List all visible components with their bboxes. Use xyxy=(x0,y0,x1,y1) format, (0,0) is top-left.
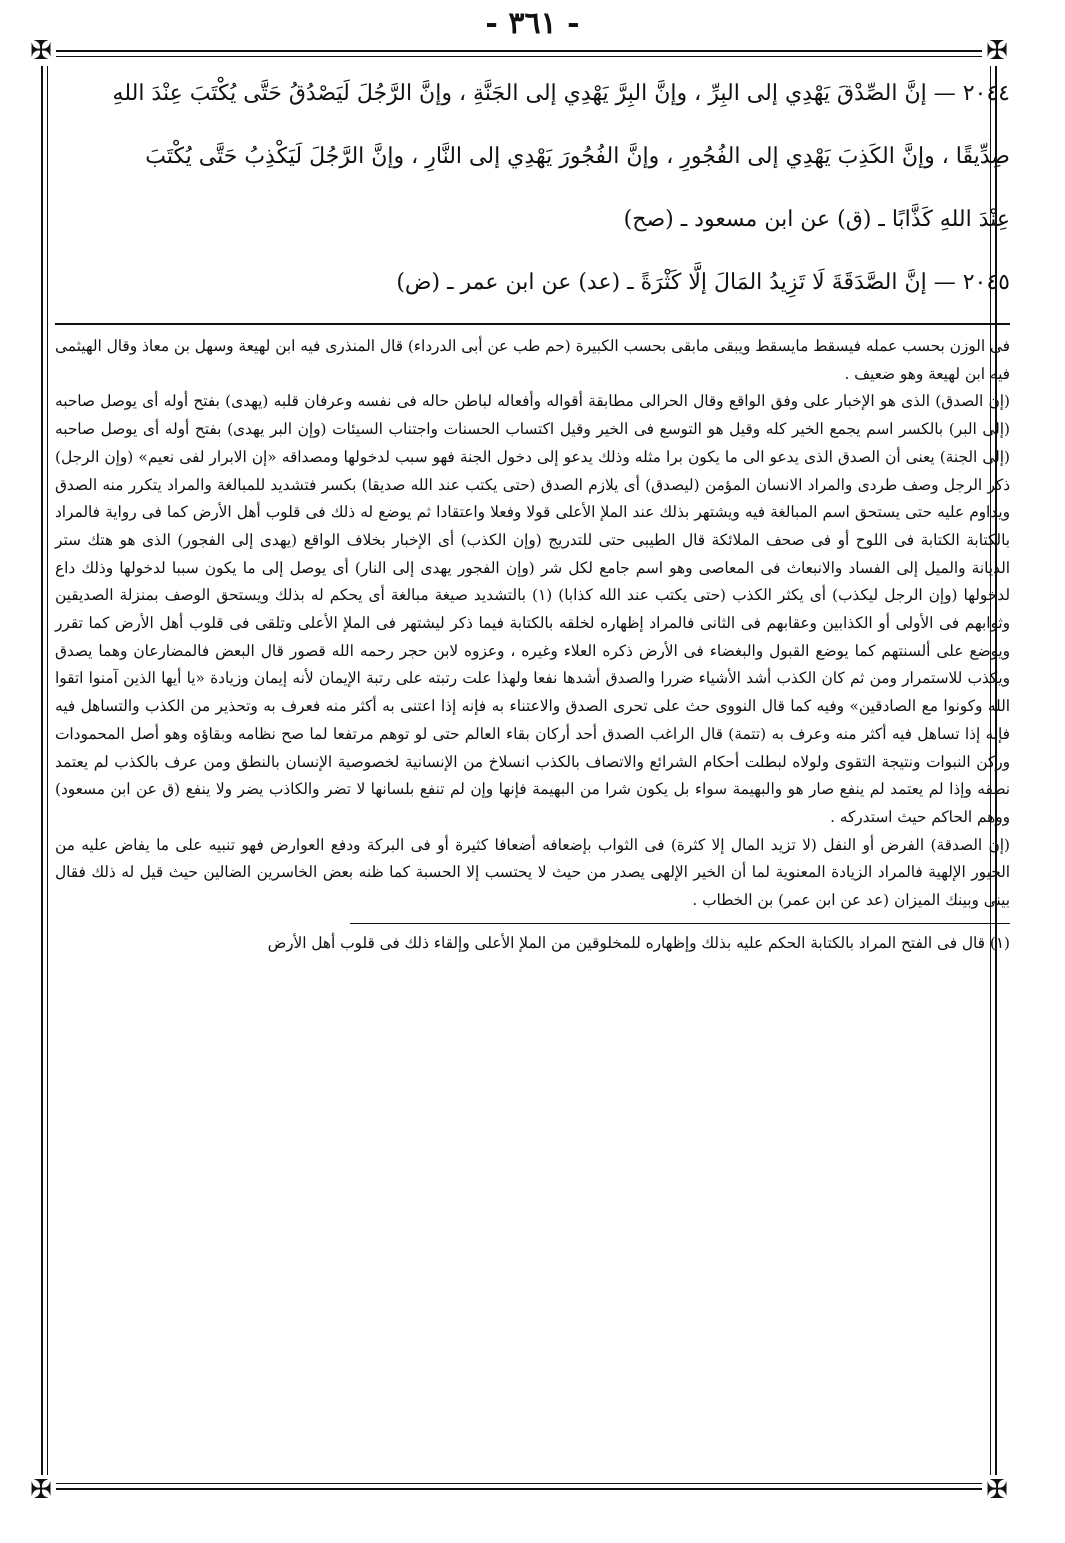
hadith-section xyxy=(55,62,1010,317)
hadith-2044-line-1: ٢٠٤٤ — إنَّ الصِّدْقَ يَهْدِي إلى البِرِّ ، وإنَّ البِرَّ يَهْدِي إلى الجَنَّةِ ، وإنَّ الرَّجُلَ لَيَصْدُقُ حَتَّى يُكْتَبَ عِنْدَ اللهِ xyxy=(112,81,1010,106)
corner-ornament-icon: ✠ xyxy=(26,1475,56,1505)
commentary-paragraph: (إن الصدق) الذى هو الإخبار على وفق الواقع وقال الحرالى مطابقة أقواله وأفعاله لباطن حاله فى نفسه وعرفان قلبه (يهدى) بفتح أوله أى يوصل صاحبه (إلى البر) بالكسر اسم يجمع الخير كله وقيل هو التوسع فى الخير وقيل اكتساب الحسنات واجتناب السيئات (وإن البر يهدى) بفتح أوله أى يوصل صاحبه (إلى الجنة) يعنى أن الصدق الذى يدعو الى ما يكون برا مثله وذلك يدعو إلى دخول الجنة فهو سبب لدخولها ومصداقه «إن الابرار لفى نعيم» (وإن الرجل) ذكر الرجل وصف طردى والمراد الانسان المؤمن (ليصدق) أى يلازم الصدق (حتى يكتب عند الله صديقا) بكسر فتشديد للمبالغة والمراد يتكرر منه الصدق ويداوم عليه حتى يستحق اسم المبالغة فيه ويشتهر بذلك عند الملإ الأعلى قولا وفعلا واعتقادا ثم يوضع له ذلك فى قلوب أهل الأرض كما فى رواية فالمراد بالكتابة الكتابة فى اللوح أو فى صحف الملائكة قال الطيبى حتى للتدريج (وإن الكذب) أى الإخبار بخلاف الواقع (يهدى إلى الفجور) الذى هو هتك ستر الديانة والميل إلى الفساد والانبعاث فى المعاصى وهو اسم جامع لكل شر (وإن الفجور يهدى إلى النار) أى يوصل إلى ما يكون سببا لدخولها وذلك داع لدخولها (وإن الرجل ليكذب) أى يكثر الكذب (حتى يكتب عند الله كذابا) (١) بالتشديد صيغة مبالغة أى يحكم له بذلك ويستحق الوصف بمنزلة الصديقين وثوابهم فى الأولى أو الكذابين وعقابهم فى الثانى فالمراد إظهاره لخلقه بالكتابة فيما ذكر ليشتهر فى الملإ الأعلى وتلقى فى قلوب أهل الأرض كما تقرر ويوضع على ألسنتهم كما يوضع القبول والبغضاء فى الأرض ذكره العلاء وغيره ، وعزوه لابن حجر رحمه الله قصور قال البعض فالمضارعان وهما يصدق ويكذب للاستمرار ومن ثم كان الكذب أشد الأشياء ضررا والصدق أشدها نفعا ولهذا علت رتبته على رتبة الإيمان لأنه إيمان وزيادة «يا أيها الذين آمنوا اتقوا الله وكونوا مع الصادقين» وفيه كما قال النووى حث على تحرى الصدق والاعتناء به فإنه إذا اعتنى به أكثر منه فعرف به وتحذير من الكذب والتساهل فيه فإنه إذا تساهل فيه أكثر منه وعرف به (تتمة) قال الراغب الصدق أحد أركان بقاء العالم حتى لو توهم مرتفعا لما صح نظامه وبقاؤه وهو أصل المحمودات وركن النبوات ونتيجة التقوى ولولاه لبطلت أحكام الشرائع والاتصاف بالكذب انسلاخ من الإنسانية لخصوصية الإنسان بالنطق ومن عرف بالكذب لم يعتمد نطقه وإذا لم يعتمد لم ينفع صار هو والبهيمة سواء بل يكون شرا من البهيمة فإنها وإن لم تنفع بلسانها لا تضر والكاذب يضر ولا ينفع (ق عن ابن مسعود) ووهم الحاكم حيث استدركه . xyxy=(55,392,1011,826)
page-content xyxy=(55,62,1010,956)
hadith-2044-line-3: عِنْدَ اللهِ كَذَّابًا ـ (ق) عن ابن مسعود ـ (صح) xyxy=(623,207,1010,232)
page-number: - ٣٦١ - xyxy=(485,6,580,41)
footnote-divider xyxy=(350,923,1010,924)
corner-ornament-icon: ✠ xyxy=(26,36,56,66)
corner-ornament-icon: ✠ xyxy=(982,36,1012,66)
corner-ornament-icon: ✠ xyxy=(982,1475,1012,1505)
commentary-paragraph: فى الوزن بحسب عمله فيسقط مايسقط ويبقى مابقى بحسب الكبيرة (حم طب عن أبى الدرداء) قال المنذرى فيه ابن لهيعة وسهل بن معاذ وقال الهيثمى فيه ابن لهيعة وهو ضعيف . xyxy=(55,337,1010,383)
hadith-2045-line-1: ٢٠٤٥ — إنَّ الصَّدَقَةَ لَا تَزِيدُ المَالَ إلَّا كَثْرَةً ـ (عد) عن ابن عمر ـ (ض) xyxy=(396,270,1010,295)
commentary-paragraph: (إن الصدقة) الفرض أو النفل (لا تزيد المال إلا كثرة) فى الثواب بإضعافه أضعافا كثيرة أو فى البركة ودفع العوارض فهو تنبيه على ما يفاض عليه من الخيور الإلهية فالمراد الزيادة المعنوية لما أن الخير الإلهى يصدر من حيث لا يحتسب إلا الحسبة كما ظنه بعض الخاسرين الضالين حيث قيل له ذلك فقال بينى وبينك الميزان (عد عن ابن عمر) بن الخطاب . xyxy=(55,835,1010,910)
commentary-section xyxy=(55,333,1010,915)
footnote: (١) قال فى الفتح المراد بالكتابة الحكم عليه بذلك وإظهاره للمخلوقين من الملإ الأعلى وإلقاء ذلك فى قلوب أهل الأرض xyxy=(267,933,1010,952)
hadith-2044-line-2: صِدِّيقًا ، وإنَّ الكَذِبَ يَهْدِي إلى الفُجُورِ ، وإنَّ الفُجُورَ يَهْدِي إلى النَّارِ ، وإنَّ الرَّجُلَ لَيَكْذِبُ حَتَّى يُكْتَبَ xyxy=(145,144,1010,169)
section-divider xyxy=(55,323,1010,325)
